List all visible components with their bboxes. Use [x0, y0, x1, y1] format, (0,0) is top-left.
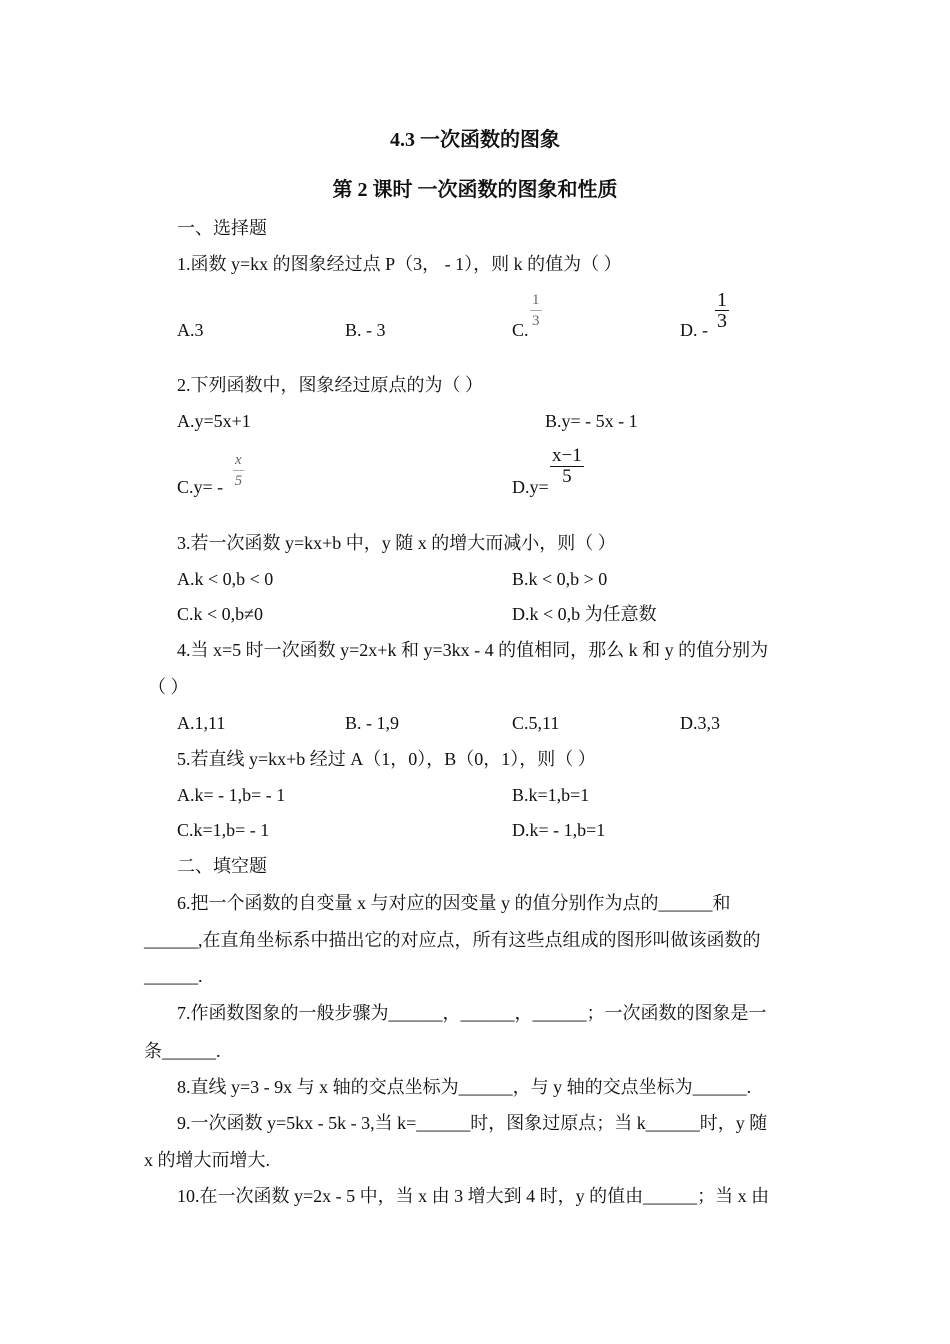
question-stem: 5.若直线 y=kx+b 经过 A（1，0），B（0，1），则（ ） — [177, 749, 596, 769]
denominator: 3 — [717, 310, 727, 332]
question-stem: 3.若一次函数 y=kx+b 中，y 随 x 的增大而减小，则（ ） — [177, 533, 616, 553]
option-d: D.y= — [512, 477, 549, 497]
fraction — [530, 290, 542, 331]
option-a: A.3 — [177, 320, 204, 340]
option-b: B. - 1,9 — [345, 713, 399, 733]
option-b: B.k < 0,b > 0 — [512, 569, 608, 589]
option-a: A.1,11 — [177, 713, 226, 733]
option-a: A.k < 0,b < 0 — [177, 569, 274, 589]
question-text: 6.把一个函数的自变量 x 与对应的因变量 y 的值分别作为点的______和 — [177, 893, 731, 913]
doc-title: 4.3 一次函数的图象 — [390, 129, 560, 151]
option-b: B.k=1,b=1 — [512, 785, 590, 805]
option-a: A.k= - 1,b= - 1 — [177, 785, 286, 805]
question-text: 9.一次函数 y=5kx - 5k - 3,当 k=______时，图象过原点；当 k______时，y 随 — [177, 1113, 768, 1133]
question-text: ______. — [144, 966, 203, 986]
doc-subtitle: 第 2 课时 一次函数的图象和性质 — [332, 179, 618, 201]
option-c: C.y= - — [177, 477, 224, 497]
numerator: x — [233, 450, 244, 471]
question-text: 7.作函数图象的一般步骤为______，______，______；一次函数的图象是一 — [177, 1003, 767, 1023]
option-c: C.k=1,b= - 1 — [177, 820, 270, 840]
question-stem-cont: （ ） — [148, 677, 189, 697]
option-d: D.k= - 1,b=1 — [512, 820, 606, 840]
numerator: 1 — [717, 289, 727, 311]
question-text: 条______. — [144, 1041, 221, 1061]
option-b: B.y= - 5x - 1 — [545, 411, 638, 431]
question-text: ______,在直角坐标系中描出它的对应点，所有这些点组成的图形叫做该函数的 — [144, 930, 761, 950]
section-heading: 一、选择题 — [177, 218, 267, 238]
section-heading: 二、填空题 — [177, 856, 267, 876]
fraction — [233, 450, 244, 491]
option-b: B. - 3 — [345, 320, 386, 340]
fraction — [715, 290, 729, 331]
question-text: 8.直线 y=3 - 9x 与 x 轴的交点坐标为______，与 y 轴的交点坐标为______. — [177, 1077, 752, 1097]
denominator: 5 — [234, 473, 243, 489]
option-d: D.3,3 — [680, 713, 720, 733]
fraction — [550, 446, 584, 487]
question-stem: 2.下列函数中，图象经过原点的为（ ） — [177, 375, 483, 395]
numerator: x−1 — [552, 445, 582, 466]
question-text: 10.在一次函数 y=2x - 5 中，当 x 由 3 增大到 4 时，y 的值由______；当 x 由 — [177, 1186, 770, 1206]
numerator: 1 — [530, 290, 542, 311]
option-c: C.k < 0,b≠0 — [177, 604, 264, 624]
option-c: C.5,11 — [512, 713, 560, 733]
question-text: x 的增大而增大. — [144, 1150, 270, 1170]
option-d: D.k < 0,b 为任意数 — [512, 604, 657, 624]
question-stem: 1.函数 y=kx 的图象经过点 P（3， - 1），则 k 的值为（ ） — [177, 254, 622, 274]
denominator: 3 — [532, 313, 540, 329]
option-a: A.y=5x+1 — [177, 411, 251, 431]
option-d: D. - — [680, 320, 708, 340]
question-stem: 4.当 x=5 时一次函数 y=2x+k 和 y=3kx - 4 的值相同，那么 k 和 y 的值分别为 — [177, 640, 769, 660]
option-c: C. — [512, 320, 529, 340]
denominator: 5 — [562, 466, 572, 487]
